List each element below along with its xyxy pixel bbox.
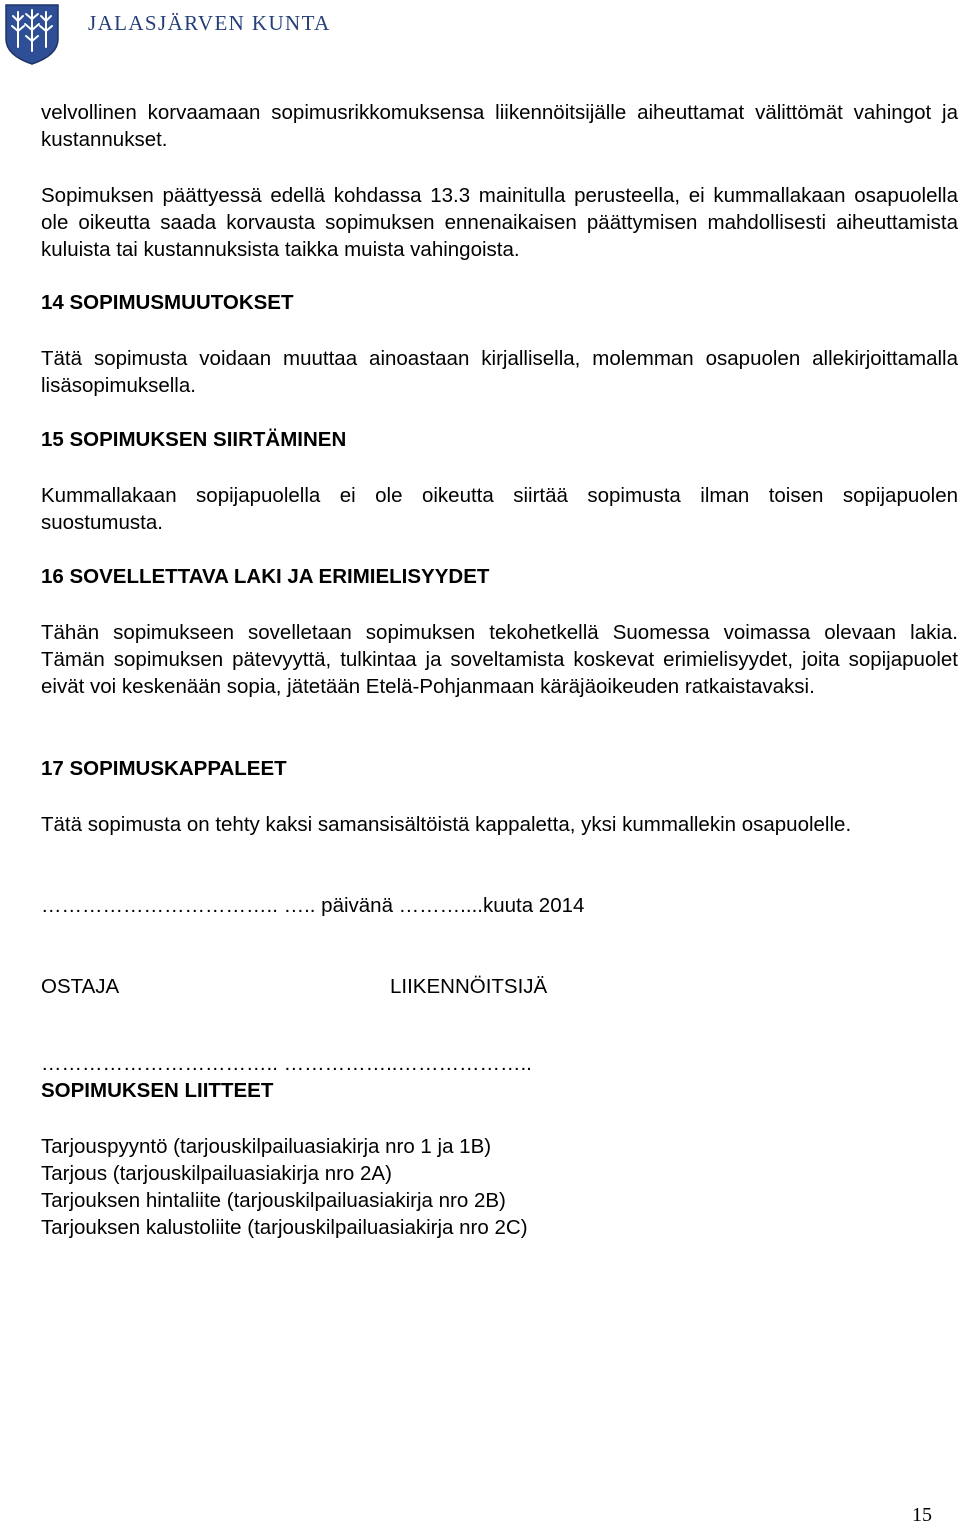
page-number: 15 [912, 1504, 932, 1526]
paragraph-liability: velvollinen korvaamaan sopimusrikkomuksensa liikennöitsijälle aiheuttamat välittömät vahingot ja kustannukset. [41, 101, 958, 151]
section-heading-16: 16 SOVELLETTAVA LAKI JA ERIMIELISYYDET [41, 565, 490, 588]
document-body [41, 99, 958, 1241]
list-item: Tarjous (tarjouskilpailuasiakirja nro 2A) [41, 1162, 392, 1185]
signature-labels [41, 973, 958, 1000]
section-heading-17: 17 SOPIMUSKAPPALEET [41, 757, 287, 780]
operator-label: LIIKENNÖITSIJÄ [390, 975, 548, 998]
attachments-heading: SOPIMUKSEN LIITTEET [41, 1079, 274, 1102]
section-heading-14: 14 SOPIMUSMUUTOKSET [41, 291, 294, 314]
signature-lines-text: …………………………….. ……………..……………….. [41, 1052, 532, 1075]
attachments-list [41, 1133, 958, 1241]
list-item: Tarjouksen hintaliite (tarjouskilpailuasiakirja nro 2B) [41, 1189, 506, 1212]
paragraph-termination: Sopimuksen päättyessä edellä kohdassa 13.3 mainitulla perusteella, ei kummallakaan osapuolella ole oikeutta saada korvausta sopimuksen ennenaikaisen päättymisen mahdollisesti aiheuttamista kuluista tai kustannuksista taikka muista vahingoista. [41, 184, 958, 261]
section-text-16: Tähän sopimukseen sovelletaan sopimuksen tekohetkellä Suomessa voimassa olevaan lakia. Tämän sopimuksen pätevyyttä, tulkintaa ja soveltamista koskevat erimielisyydet, joita sopijapuolet eivät voi keskenään sopia, jätetään Etelä-Pohjanmaan käräjäoikeuden ratkaistavaksi. [41, 621, 958, 698]
date-line [41, 892, 958, 919]
section-text-17: Tätä sopimusta on tehty kaksi samansisältöistä kappaletta, yksi kummallekin osapuolelle. [41, 813, 852, 836]
buyer-label: OSTAJA [41, 975, 120, 998]
section-heading-15: 15 SOPIMUKSEN SIIRTÄMINEN [41, 428, 347, 451]
municipal-coat-of-arms-icon [4, 3, 60, 65]
section-text-14: Tätä sopimusta voidaan muuttaa ainoastaan kirjallisella, molemman osapuolen allekirjoittamalla lisäsopimuksella. [41, 347, 958, 397]
list-item: Tarjouksen kalustoliite (tarjouskilpailuasiakirja nro 2C) [41, 1216, 528, 1239]
signature-lines [41, 1050, 958, 1077]
date-line-text: …………………………….. ….. päivänä ………....kuuta 2014 [41, 894, 585, 917]
organization-name: JALASJÄRVEN KUNTA [88, 11, 331, 35]
list-item: Tarjouspyyntö (tarjouskilpailuasiakirja nro 1 ja 1B) [41, 1135, 492, 1158]
section-text-15: Kummallakaan sopijapuolella ei ole oikeutta siirtää sopimusta ilman toisen sopijapuolen suostumusta. [41, 484, 958, 534]
